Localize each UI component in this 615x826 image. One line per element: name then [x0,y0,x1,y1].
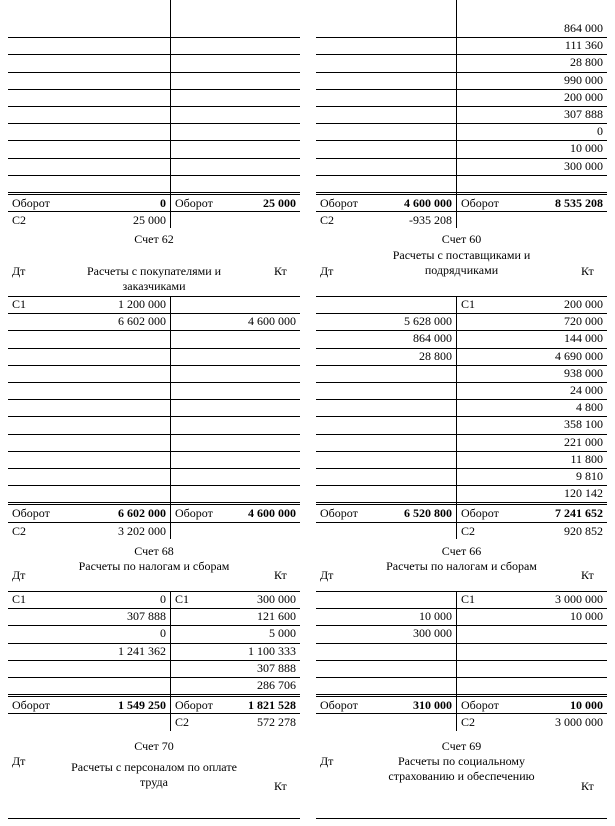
credit-turnover-value: 8 535 208 [555,196,603,210]
table-top-line [8,818,58,819]
debit-opening-label [12,399,42,415]
debit-opening-label [12,625,42,641]
debit-amount: 10 000 [419,609,452,624]
credit-label: Кт [274,264,287,278]
credit-opening-label [461,89,491,105]
debit-amount [60,451,166,467]
debit-opening-label [12,330,42,346]
credit-amount [190,382,296,398]
credit-amount: 286 706 [257,678,296,692]
credit-amount [190,175,296,191]
credit-amount [190,348,296,364]
debit-amount: 1 200 000 [118,297,166,311]
debit-amount [60,348,166,364]
debit-amount [60,382,166,398]
credit-turnover-value: 7 241 652 [555,506,603,521]
debit-closing-value: 25 000 [133,213,166,228]
debit-turnover-label: Оборот [12,698,50,713]
debit-turnover-label: Оборот [320,506,358,521]
credit-opening-label [461,54,491,70]
credit-turnover-label: Оборот [175,506,213,521]
credit-turnover-value: 25 000 [263,196,296,210]
credit-opening-label [461,20,491,36]
credit-amount: 300 000 [257,592,296,606]
debit-amount [346,660,452,676]
credit-opening-label [461,348,491,364]
row-line [316,502,607,503]
debit-opening-label [12,175,42,191]
debit-amount [346,677,452,693]
credit-amount: 307 888 [564,107,603,121]
credit-closing-label: С2 [461,523,476,538]
credit-amount [190,451,296,467]
debit-label: Дт [320,264,334,278]
debit-amount: 1 241 362 [118,643,166,658]
credit-amount [497,677,603,693]
credit-amount: 144 000 [564,331,603,346]
debit-amount [346,106,452,122]
account-name: Расчеты по налогам и сборам [386,559,537,573]
debit-turnover-label: Оборот [12,506,50,521]
debit-opening-label [12,468,42,484]
account-name: Расчеты по налогам и сборам [78,559,230,573]
debit-closing-label: С2 [12,523,27,538]
credit-turnover-label: Оборот [461,698,499,713]
debit-opening-label [12,89,42,105]
credit-opening-label [461,313,491,329]
debit-amount [346,37,452,53]
credit-amount: 938 000 [564,365,603,380]
credit-opening-label [461,625,491,641]
credit-label: Кт [274,568,287,582]
credit-amount: 11 800 [570,451,603,466]
account-center-divider [456,591,457,731]
debit-amount [346,20,452,36]
credit-amount: 28 800 [570,55,603,70]
credit-amount: 4 800 [576,400,603,415]
debit-opening-label [12,485,42,501]
credit-amount [190,434,296,450]
credit-opening-label [461,399,491,415]
credit-opening-label: С1 [175,592,190,606]
credit-turnover-value: 1 821 528 [248,698,296,713]
credit-amount [190,158,296,174]
debit-amount [346,54,452,70]
credit-label: Кт [274,779,287,793]
credit-opening-label [461,37,491,53]
debit-opening-label [12,54,42,70]
debit-amount [346,175,452,191]
debit-amount [60,434,166,450]
debit-amount [60,54,166,70]
credit-amount: 200 000 [564,297,603,311]
credit-amount: 0 [597,124,603,139]
account-title: Счет 70 [134,739,174,753]
credit-closing-value [190,523,296,539]
debit-amount [60,330,166,346]
credit-amount: 720 000 [564,314,603,329]
account-name: Расчеты с поставщиками и подрядчиками [392,248,531,277]
table-top-line [316,818,366,819]
credit-opening-label [461,158,491,174]
credit-amount [190,330,296,346]
debit-amount: 864 000 [413,331,452,346]
credit-turnover-label: Оборот [175,698,213,713]
account-name: Расчеты с покупателями и заказчиками [86,264,222,293]
debit-closing-value: -935 208 [409,213,452,228]
debit-amount [346,643,452,659]
debit-opening-label [12,37,42,53]
debit-turnover-value: 1 549 250 [118,698,166,713]
debit-opening-label [12,451,42,467]
credit-opening-label [461,140,491,156]
debit-opening-label [12,608,42,624]
debit-closing-label: С2 [320,213,335,228]
credit-amount: 5 000 [269,626,296,641]
account-title: Счет 62 [134,232,174,246]
credit-amount: 10 000 [570,141,603,156]
credit-closing-label [461,212,501,228]
credit-closing-label: С2 [461,715,476,730]
debit-amount: 5 628 000 [404,314,452,329]
debit-amount [60,468,166,484]
credit-amount: 120 142 [564,486,603,501]
row-line [8,694,300,695]
credit-label: Кт [581,568,594,582]
debit-opening-label [12,382,42,398]
account-center-divider [170,591,171,731]
credit-amount [190,296,296,312]
credit-amount [190,140,296,156]
debit-amount [60,158,166,174]
credit-opening-label [461,382,491,398]
row-line [8,502,300,503]
credit-amount [190,468,296,484]
debit-closing-label: С2 [12,213,27,228]
debit-amount [346,140,452,156]
credit-opening-label [461,434,491,450]
account-center-divider [456,0,457,228]
debit-opening-label [12,20,42,36]
credit-amount [190,37,296,53]
debit-turnover-value: 4 600 000 [404,196,452,210]
debit-amount [346,296,452,312]
debit-turnover-label: Оборот [320,698,358,713]
credit-amount [190,485,296,501]
debit-amount [346,416,452,432]
debit-amount: 0 [160,592,166,606]
debit-amount [60,140,166,156]
credit-opening-label: С1 [461,297,476,311]
credit-opening-label [461,677,491,693]
credit-opening-label [461,660,491,676]
credit-amount [190,123,296,139]
credit-amount [190,416,296,432]
credit-amount [497,643,603,659]
credit-opening-label [461,643,491,659]
account-title: Счет 66 [441,544,482,558]
debit-amount [60,72,166,88]
credit-turnover-label: Оборот [461,506,499,521]
credit-amount [190,72,296,88]
credit-amount [190,54,296,70]
debit-opening-label: С1 [12,297,27,311]
credit-amount [497,625,603,641]
account-name: Расчеты по социальному страхованию и обеспечению [388,754,535,783]
debit-label: Дт [320,754,334,768]
debit-turnover-value: 6 602 000 [118,506,166,521]
credit-amount [190,89,296,105]
debit-amount [346,434,452,450]
debit-label: Дт [12,264,26,278]
debit-amount [60,89,166,105]
debit-amount [60,485,166,501]
debit-amount [60,37,166,53]
credit-opening-label: С1 [461,592,476,606]
credit-turnover-label: Оборот [175,196,213,210]
debit-amount [60,677,166,693]
credit-amount: 300 000 [564,158,603,173]
credit-opening-label [461,416,491,432]
credit-opening-label [461,608,491,624]
credit-amount [497,175,603,191]
row-line [316,192,607,193]
account-center-divider [170,0,171,228]
debit-amount [346,365,452,381]
debit-amount [346,382,452,398]
credit-amount: 9 810 [576,469,603,483]
debit-turnover-value: 6 520 800 [404,506,452,521]
credit-closing-label: С2 [175,715,190,730]
debit-opening-label [12,348,42,364]
credit-amount: 4 600 000 [248,314,296,329]
debit-opening-label [12,72,42,88]
debit-amount [60,416,166,432]
debit-amount [346,158,452,174]
debit-amount [346,123,452,139]
debit-opening-label [12,677,42,693]
credit-amount [190,399,296,415]
credit-amount: 200 000 [564,89,603,104]
debit-amount [60,106,166,122]
credit-amount: 864 000 [564,21,603,35]
credit-turnover-value: 4 600 000 [248,506,296,521]
account-title: Счет 68 [134,544,174,558]
debit-amount: 28 800 [419,348,452,363]
debit-amount [60,399,166,415]
credit-opening-label [461,485,491,501]
account-center-divider [456,296,457,539]
credit-amount: 24 000 [570,383,603,397]
debit-amount [346,399,452,415]
debit-amount: 307 888 [127,609,166,624]
debit-opening-label [12,123,42,139]
debit-turnover-label: Оборот [12,196,50,210]
debit-opening-label [12,158,42,174]
credit-amount: 990 000 [564,72,603,87]
debit-label: Дт [320,568,334,582]
debit-opening-label [12,140,42,156]
credit-amount: 3 000 000 [555,592,603,606]
debit-amount [346,468,452,484]
credit-opening-label [461,106,491,122]
account-center-divider [170,296,171,539]
credit-amount [497,660,603,676]
credit-opening-label [461,72,491,88]
debit-closing-value [60,714,166,730]
credit-opening-label [461,330,491,346]
debit-amount [346,591,452,607]
debit-turnover-value: 310 000 [413,698,452,713]
credit-closing-value: 920 852 [564,523,603,538]
credit-opening-label [461,468,491,484]
debit-amount [60,660,166,676]
credit-amount: 4 690 000 [555,348,603,363]
credit-opening-label [461,123,491,139]
account-title: Счет 69 [441,739,482,753]
credit-label: Кт [581,264,594,278]
debit-opening-label [12,643,42,659]
debit-closing-value [346,523,452,539]
debit-amount [346,89,452,105]
debit-opening-label [12,416,42,432]
debit-amount: 300 000 [413,626,452,641]
debit-amount [60,20,166,36]
debit-closing-value [346,714,452,730]
debit-amount: 0 [160,626,166,641]
debit-opening-label [12,365,42,381]
credit-turnover-value: 10 000 [570,698,603,713]
debit-label: Дт [12,754,26,768]
debit-opening-label [12,660,42,676]
row-line [8,192,300,193]
credit-amount: 358 100 [564,417,603,432]
credit-amount: 10 000 [570,609,603,624]
debit-amount [346,485,452,501]
debit-turnover-label: Оборот [320,196,358,210]
account-name: Расчеты с персоналом по оплате труда [71,760,237,789]
credit-closing-value: 3 000 000 [555,715,603,730]
row-line [316,694,607,695]
credit-amount: 121 600 [257,609,296,624]
credit-amount: 111 360 [564,38,603,53]
credit-closing-value [497,212,603,228]
debit-amount: 6 602 000 [118,314,166,329]
account-title: Счет 60 [441,232,482,246]
debit-amount [60,123,166,139]
credit-opening-label [461,175,491,191]
debit-opening-label: С1 [12,592,27,606]
credit-amount: 221 000 [564,434,603,449]
debit-label: Дт [12,568,26,582]
credit-opening-label [461,365,491,381]
debit-opening-label [12,106,42,122]
debit-opening-label [12,313,42,329]
debit-turnover-value: 0 [160,196,166,210]
debit-amount [60,175,166,191]
credit-closing-value: 572 278 [257,715,296,730]
debit-amount [346,72,452,88]
credit-amount [190,365,296,381]
credit-label: Кт [581,779,594,793]
debit-opening-label [12,434,42,450]
debit-amount [60,365,166,381]
credit-amount: 307 888 [257,660,296,675]
debit-closing-label [12,714,52,730]
credit-amount: 1 100 333 [248,643,296,658]
credit-amount [190,106,296,122]
credit-turnover-label: Оборот [461,196,499,210]
credit-closing-value [190,212,296,228]
debit-amount [346,451,452,467]
credit-amount [190,20,296,36]
credit-opening-label [461,451,491,467]
debit-closing-value: 3 202 000 [118,523,166,538]
